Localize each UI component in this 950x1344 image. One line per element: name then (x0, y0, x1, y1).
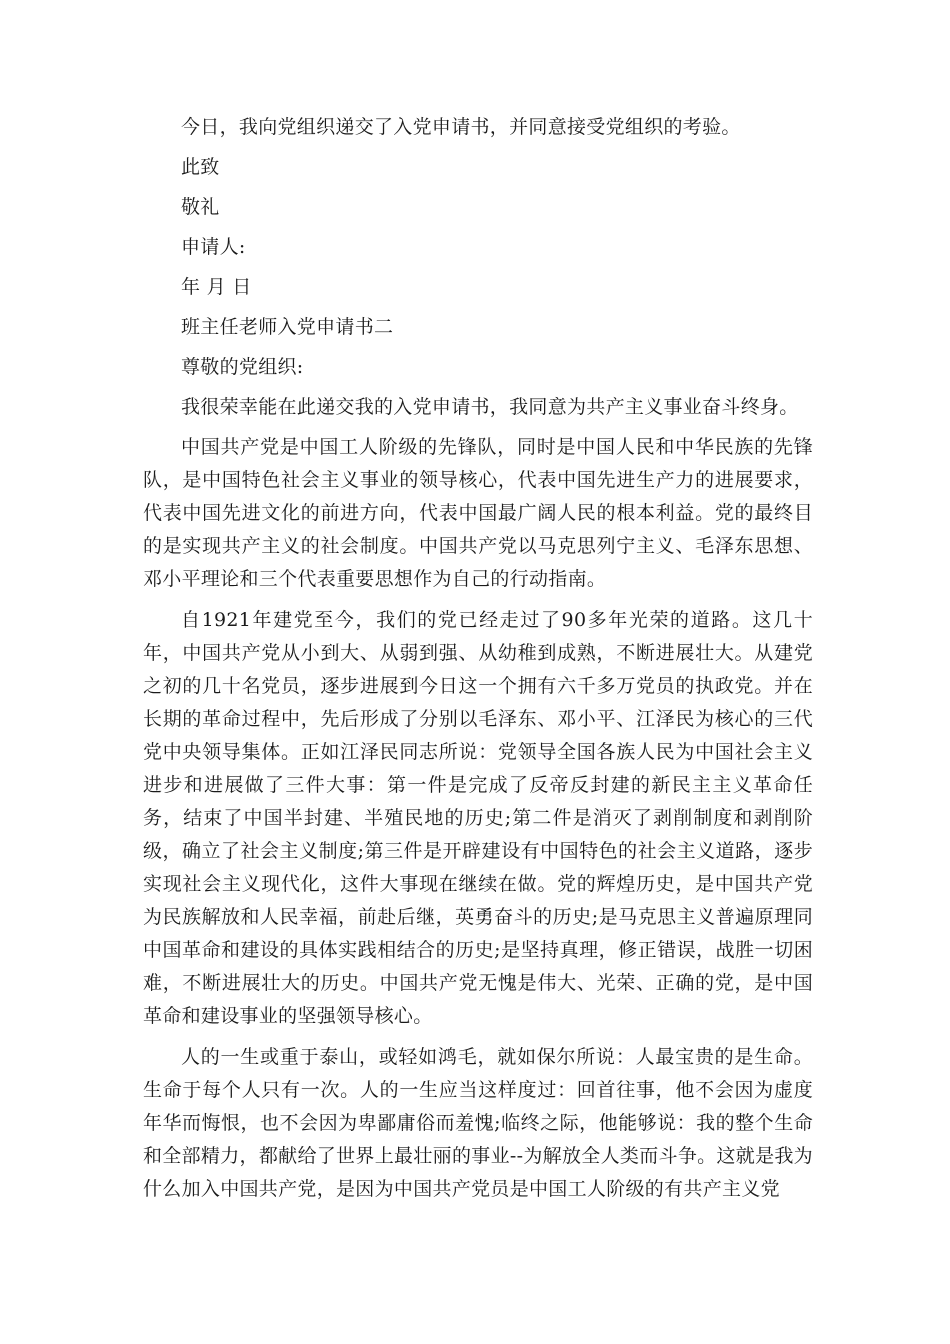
text-line-submission: 今日，我向党组织递交了入党申请书，并同意接受党组织的考验。 (181, 116, 741, 138)
text-line-closing-cizhi: 此致 (181, 156, 220, 178)
text-line-date: 年 月 日 (181, 276, 252, 298)
section-title: 班主任老师入党申请书二 (181, 316, 394, 338)
text-line-intro: 我很荣幸能在此递交我的入党申请书，我同意为共产主义事业奋斗终身。 (181, 396, 799, 418)
text-line-applicant: 申请人: (181, 236, 246, 258)
text-line-closing-jingli: 敬礼 (181, 196, 220, 218)
paragraph-life-meaning: 人的一生或重于泰山，或轻如鸿毛，就如保尔所说：人最宝贵的是生命。生命于每个人只有一次。人的一生应当这样度过：回首往事，他不会因为虚度年华而悔恨，也不会因为卑鄙庸俗而羞愧;临终之际，他能够说：我的整个生命和全部精力，都献给了世界上最壮丽的事业--为解放全人类而斗争。这就是我为什么加入中国共产党，是因为中国共产党员是中国工人阶级的有共产主义党 (143, 1046, 813, 1200)
salutation: 尊敬的党组织: (181, 356, 304, 378)
paragraph-party-nature: 中国共产党是中国工人阶级的先锋队，同时是中国人民和中华民族的先锋队，是中国特色社会主义事业的领导核心，代表中国先进生产力的进展要求，代表中国先进文化的前进方向，代表中国最广阔人民的根本利益。党的最终目的是实现共产主义的社会制度。中国共产党以马克思列宁主义、毛泽东思想、邓小平理论和三个代表重要思想作为自己的行动指南。 (143, 436, 813, 590)
document-body (143, 107, 813, 1206)
paragraph-party-history: 自1921年建党至今，我们的党已经走过了90多年光荣的道路。这几十年，中国共产党从小到大、从弱到强、从幼稚到成熟，不断进展壮大。从建党之初的几十名党员，逐步进展到今日这一个拥有六千多万党员的执政党。并在长期的革命过程中，先后形成了分别以毛泽东、邓小平、江泽民为核心的三代党中央领导集体。正如江泽民同志所说：党领导全国各族人民为中国社会主义进步和进展做了三件大事：第一件是完成了反帝反封建的新民主主义革命任务，结束了中国半封建、半殖民地的历史;第二件是消灭了剥削制度和剥削阶级，确立了社会主义制度;第三件是开辟建设有中国特色的社会主义道路，逐步实现社会主义现代化，这件大事现在继续在做。党的辉煌历史，是中国共产党为民族解放和人民幸福，前赴后继，英勇奋斗的历史;是马克思主义普遍原理同中国革命和建设的具体实践相结合的历史;是坚持真理，修正错误，战胜一切困难，不断进展壮大的历史。中国共产党无愧是伟大、光荣、正确的党，是中国革命和建设事业的坚强领导核心。 (143, 609, 813, 1027)
